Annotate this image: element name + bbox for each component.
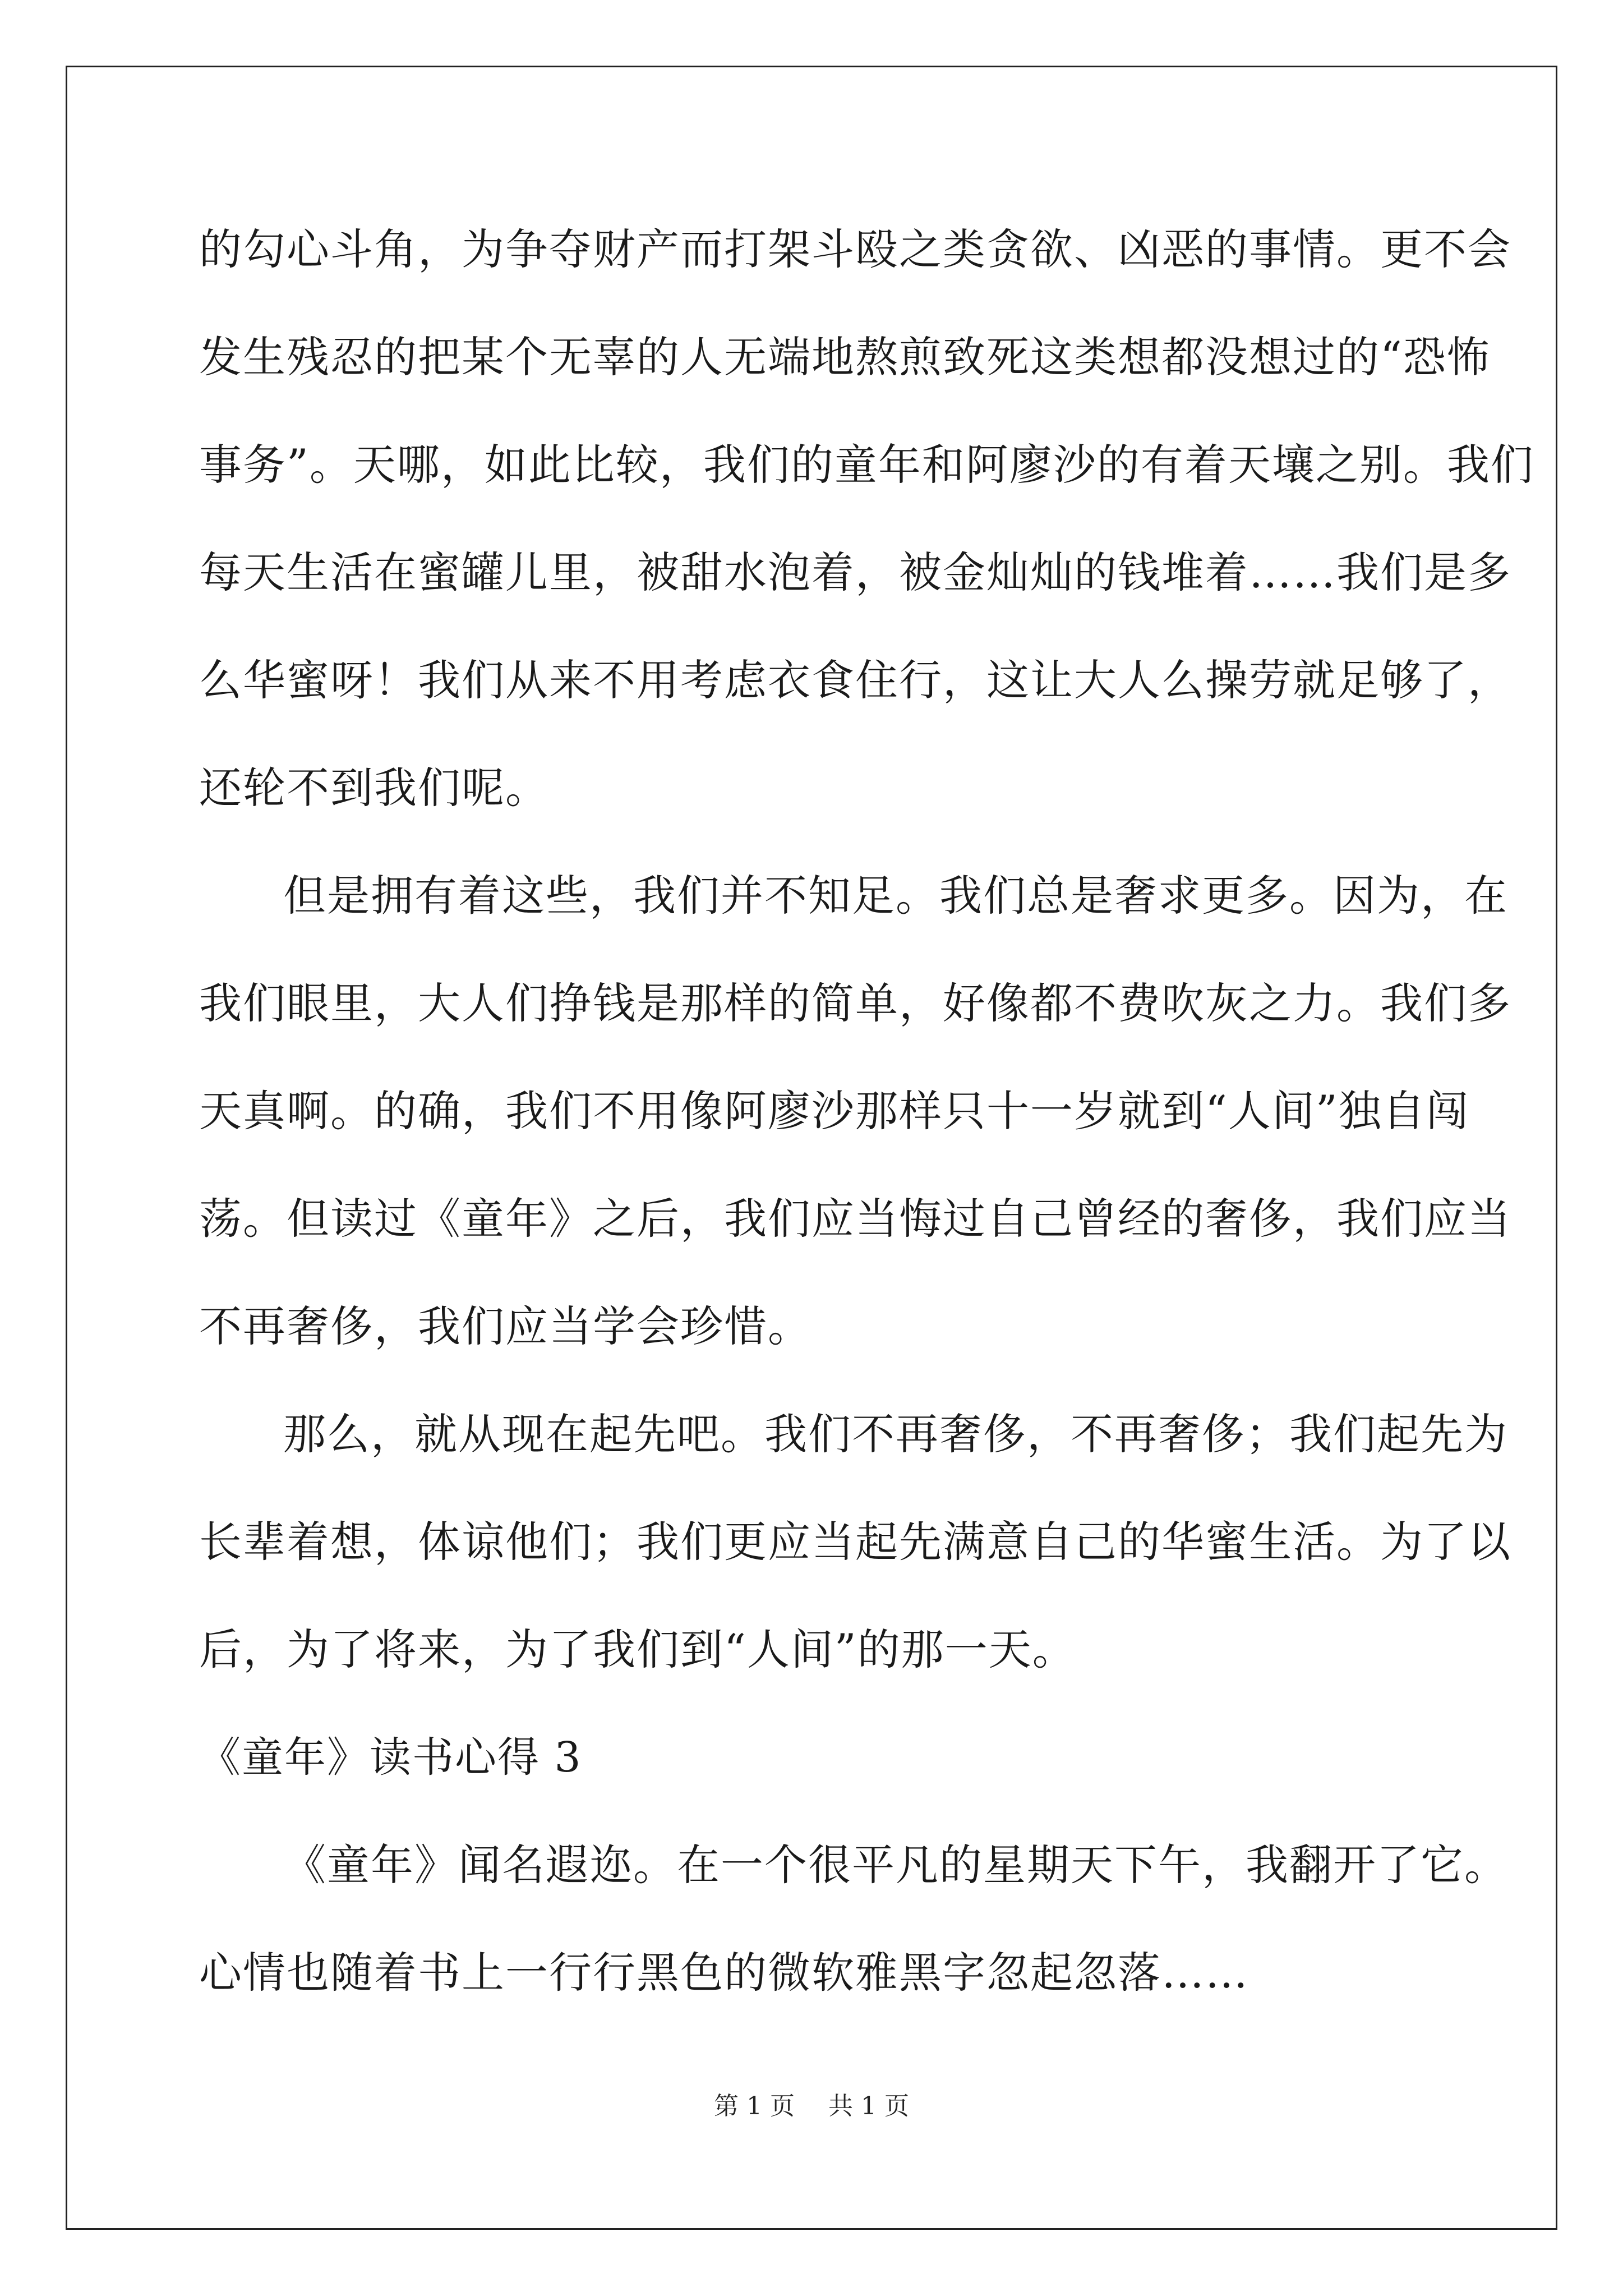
text-line: 事务”。天哪，如此比较，我们的童年和阿廖沙的有着天壤之别。我们 bbox=[199, 440, 1534, 490]
paragraph-2 bbox=[199, 854, 1511, 1392]
text-line: 《童年》闻名遐迩。在一个很平凡的星期天下午，我翻开了它。 bbox=[283, 1840, 1508, 1890]
text-line: 心情也随着书上一行行黑色的微软雅黑字忽起忽落…… bbox=[199, 1948, 1249, 1998]
text-line: 荡。但读过《童年》之后，我们应当悔过自己曾经的奢侈，我们应当 bbox=[199, 1194, 1511, 1244]
text-line: 么华蜜呀！我们从来不用考虑衣食住行，这让大人么操劳就足够了， bbox=[199, 655, 1511, 705]
text-line: 天真啊。的确，我们不用像阿廖沙那样只十一岁就到“人间”独自闯 bbox=[199, 1086, 1470, 1136]
text-line: 但是拥有着这些，我们并不知足。我们总是奢求更多。因为，在 bbox=[283, 871, 1508, 921]
section-heading: 《童年》读书心得 3 bbox=[199, 1733, 582, 1782]
page-total: 共 1 页 bbox=[828, 2092, 909, 2120]
text-line: 的勾心斗角，为争夺财产而打架斗殴之类贪欲、凶恶的事情。更不会 bbox=[199, 224, 1511, 274]
paragraph-3 bbox=[199, 1392, 1511, 1715]
text-line: 不再奢侈，我们应当学会珍惜。 bbox=[199, 1301, 811, 1351]
paragraph-1 bbox=[199, 208, 1534, 854]
paragraph-4 bbox=[199, 1823, 1508, 2039]
text-line: 还轮不到我们呢。 bbox=[199, 763, 549, 813]
page-footer bbox=[0, 2086, 1623, 2122]
text-line: 我们眼里，大人们挣钱是那样的简单，好像都不费吹灰之力。我们多 bbox=[199, 978, 1511, 1028]
page-number: 第 1 页 bbox=[714, 2092, 795, 2120]
text-line: 长辈着想，体谅他们；我们更应当起先满意自己的华蜜生活。为了以 bbox=[199, 1517, 1511, 1567]
text-line: 每天生活在蜜罐儿里，被甜水泡着，被金灿灿的钱堆着……我们是多 bbox=[199, 547, 1511, 597]
text-line: 后，为了将来，为了我们到“人间”的那一天。 bbox=[199, 1625, 1076, 1674]
document-body bbox=[199, 208, 1534, 2039]
text-line: 发生残忍的把某个无辜的人无端地熬煎致死这类想都没想过的“恐怖 bbox=[199, 332, 1491, 382]
text-line: 那么，就从现在起先吧。我们不再奢侈，不再奢侈；我们起先为 bbox=[283, 1409, 1508, 1459]
